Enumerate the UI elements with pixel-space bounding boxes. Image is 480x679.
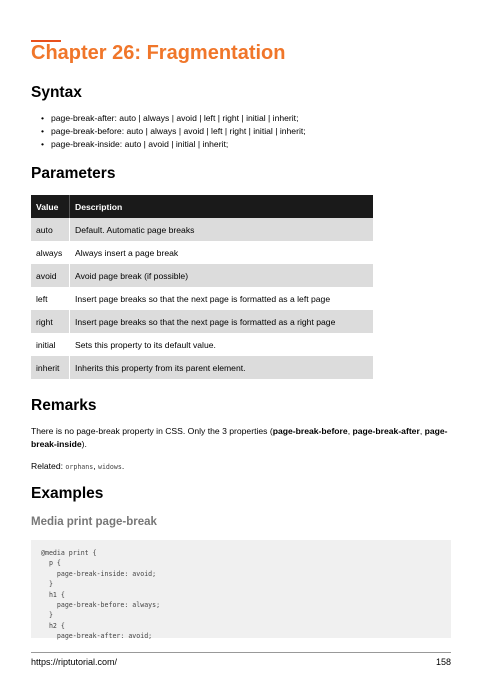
column-header-value: Value bbox=[31, 195, 70, 218]
example-subheading: Media print page-break bbox=[31, 516, 157, 528]
cell-value: avoid bbox=[31, 264, 70, 287]
table-row bbox=[31, 356, 373, 379]
cell-description: Default. Automatic page breaks bbox=[70, 218, 374, 241]
cell-value: left bbox=[31, 287, 70, 310]
cell-description: Inherits this property from its parent element. bbox=[70, 356, 374, 379]
cell-value: inherit bbox=[31, 356, 70, 379]
chapter-title: Chapter 26: Fragmentation bbox=[31, 42, 286, 64]
footer-url[interactable]: https://riptutorial.com/ bbox=[31, 657, 118, 667]
related-link-widows[interactable]: widows bbox=[97, 463, 122, 471]
parameters-heading: Parameters bbox=[31, 165, 116, 182]
remarks-paragraph bbox=[31, 425, 451, 451]
remarks-property-before: page-break-before bbox=[272, 426, 348, 436]
document-page bbox=[31, 0, 451, 679]
cell-description: Sets this property to its default value. bbox=[75, 339, 216, 350]
table-row bbox=[31, 310, 373, 333]
code-block bbox=[31, 540, 451, 641]
cell-description: Insert page breaks so that the next page is formatted as a right page bbox=[70, 310, 374, 333]
column-header-description: Description bbox=[70, 195, 374, 218]
related-end: . bbox=[121, 461, 125, 471]
syntax-heading: Syntax bbox=[31, 84, 82, 101]
related-paragraph bbox=[31, 460, 451, 474]
cell-description: Avoid page break (if possible) bbox=[70, 264, 374, 287]
syntax-item: • page-break-inside: auto | avoid | initial | inherit; bbox=[31, 138, 306, 151]
examples-heading: Examples bbox=[31, 485, 104, 502]
related-label: Related: bbox=[31, 461, 66, 471]
footer-rule bbox=[31, 652, 451, 653]
cell-description: Insert page breaks so that the next page is formatted as a left page bbox=[75, 293, 331, 304]
table-row bbox=[31, 264, 373, 287]
table-row bbox=[31, 333, 373, 356]
related-link-orphans[interactable]: orphans bbox=[65, 463, 94, 471]
syntax-item: • page-break-before: auto | always | avoid | left | right | initial | inherit; bbox=[31, 125, 306, 138]
remarks-text-end: ). bbox=[81, 439, 87, 449]
table-row bbox=[31, 218, 373, 241]
syntax-list bbox=[31, 112, 306, 151]
syntax-item: • page-break-after: auto | always | avoid | left | right | initial | inherit; bbox=[31, 112, 306, 125]
cell-value: auto bbox=[31, 218, 70, 241]
cell-value: initial bbox=[31, 333, 70, 356]
cell-value: right bbox=[31, 310, 70, 333]
remarks-property-after: page-break-after bbox=[352, 426, 420, 436]
code-text: @media print { p { page-break-inside: avoid; } h1 { page-break-before: always; } h2 { page-break-after: avoid; bbox=[41, 549, 161, 641]
table-row bbox=[31, 287, 373, 310]
remarks-heading: Remarks bbox=[31, 397, 97, 414]
table-header-row bbox=[31, 195, 373, 218]
parameters-table bbox=[31, 195, 373, 379]
remarks-property-inside: page-break-inside bbox=[31, 426, 448, 449]
cell-description: Always insert a page break bbox=[75, 247, 179, 258]
remarks-separator: , bbox=[347, 426, 353, 436]
remarks-text: There is no page-break property in CSS. Only the 3 properties ( bbox=[31, 426, 273, 436]
cell-value: always bbox=[31, 241, 70, 264]
related-separator: , bbox=[93, 461, 98, 471]
table-row bbox=[31, 241, 373, 264]
page-number: 158 bbox=[435, 657, 451, 667]
remarks-separator: , bbox=[419, 426, 425, 436]
